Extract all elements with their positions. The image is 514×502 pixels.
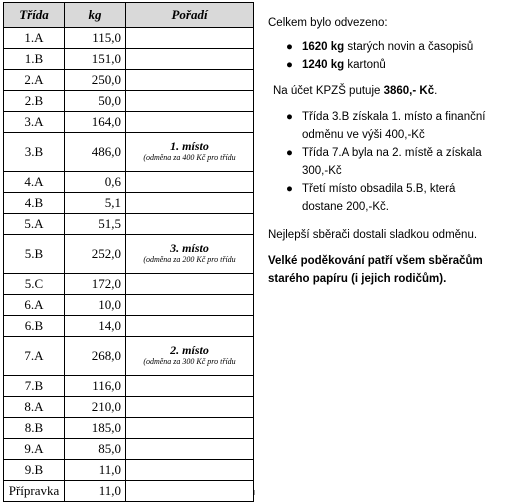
table-row xyxy=(4,193,254,214)
thanks-note: Velké poděkování patří všem sběračům starého papíru (i jejich rodičům). xyxy=(268,255,483,285)
class-cell: 9.A xyxy=(4,439,65,460)
rank-cell xyxy=(126,316,254,337)
table-body xyxy=(4,28,254,502)
class-cell: 6.A xyxy=(4,295,65,316)
list-item xyxy=(268,144,504,180)
kg-cell: 116,0 xyxy=(65,376,126,397)
account-suffix: . xyxy=(434,85,438,97)
table-row xyxy=(4,439,254,460)
cardboard-amount: 1240 kg xyxy=(302,59,345,71)
table-row xyxy=(4,274,254,295)
kg-cell: 85,0 xyxy=(65,439,126,460)
totals-list xyxy=(268,38,504,74)
place-label: 2. místo xyxy=(170,343,209,357)
page-divider xyxy=(254,490,255,495)
header-kg: kg xyxy=(65,3,126,28)
kg-cell: 172,0 xyxy=(65,274,126,295)
kg-cell: 11,0 xyxy=(65,460,126,481)
class-cell: 8.B xyxy=(4,418,65,439)
rank-cell xyxy=(126,49,254,70)
class-cell: 8.A xyxy=(4,397,65,418)
place-label: 3. místo xyxy=(170,241,209,255)
kg-cell: 486,0 xyxy=(65,133,126,172)
class-cell: 5.A xyxy=(4,214,65,235)
kg-cell: 10,0 xyxy=(65,295,126,316)
sweet-reward-note: Nejlepší sběrači dostali sladkou odměnu. xyxy=(268,229,478,241)
class-cell: 6.B xyxy=(4,316,65,337)
account-line xyxy=(268,82,504,100)
list-item xyxy=(268,56,504,74)
account-prefix: Na účet KPZŠ putuje xyxy=(273,85,384,97)
cardboard-label: kartonů xyxy=(344,59,386,71)
table-row xyxy=(4,172,254,193)
table-row xyxy=(4,235,254,274)
reward-label: (odměna za 200 Kč pro třídu xyxy=(143,255,236,264)
table-row xyxy=(4,376,254,397)
table-row xyxy=(4,295,254,316)
class-cell: 4.A xyxy=(4,172,65,193)
header-rank: Pořadí xyxy=(126,3,254,28)
result-first: Třída 3.B získala 1. místo a finanční odměnu ve výši 400,-Kč xyxy=(302,111,486,141)
class-cell: 1.A xyxy=(4,28,65,49)
reward-label: (odměna za 300 Kč pro třídu xyxy=(143,357,236,366)
rank-cell xyxy=(126,481,254,502)
kg-cell: 115,0 xyxy=(65,28,126,49)
rank-cell xyxy=(126,418,254,439)
kg-cell: 51,5 xyxy=(65,214,126,235)
table-row xyxy=(4,418,254,439)
reward-label: (odměna za 400 Kč pro třídu xyxy=(143,153,236,162)
table-row xyxy=(4,460,254,481)
rank-cell xyxy=(126,112,254,133)
results-list xyxy=(268,108,504,216)
kg-cell: 151,0 xyxy=(65,49,126,70)
kg-cell: 164,0 xyxy=(65,112,126,133)
table-row xyxy=(4,214,254,235)
bullet-icon: ● xyxy=(286,41,293,53)
rank-cell xyxy=(126,214,254,235)
rank-cell xyxy=(126,172,254,193)
place-label: 1. místo xyxy=(170,139,209,153)
account-amount: 3860,- Kč xyxy=(383,85,435,97)
table-row xyxy=(4,316,254,337)
kg-cell: 11,0 xyxy=(65,481,126,502)
table-header-row xyxy=(4,3,254,28)
class-cell: 2.A xyxy=(4,70,65,91)
kg-cell: 5,1 xyxy=(65,193,126,214)
kg-cell: 268,0 xyxy=(65,337,126,376)
list-item xyxy=(268,38,504,56)
list-item xyxy=(268,180,504,216)
rank-cell xyxy=(126,337,254,376)
bullet-icon: ● xyxy=(286,147,293,159)
class-cell: 3.B xyxy=(4,133,65,172)
result-third: Třetí místo obsadila 5.B, která dostane 200,-Kč. xyxy=(302,183,456,213)
rank-cell xyxy=(126,460,254,481)
class-cell: 5.C xyxy=(4,274,65,295)
rank-cell xyxy=(126,133,254,172)
table-row xyxy=(4,133,254,172)
rank-cell xyxy=(126,274,254,295)
newspaper-amount: 1620 kg xyxy=(302,41,345,53)
summary-panel xyxy=(268,14,504,288)
kg-cell: 250,0 xyxy=(65,70,126,91)
kg-cell: 50,0 xyxy=(65,91,126,112)
rank-cell xyxy=(126,235,254,274)
kg-cell: 14,0 xyxy=(65,316,126,337)
class-cell: 3.A xyxy=(4,112,65,133)
table-row xyxy=(4,397,254,418)
class-cell: 7.B xyxy=(4,376,65,397)
table-row xyxy=(4,112,254,133)
bullet-icon: ● xyxy=(286,111,293,123)
rank-cell xyxy=(126,295,254,316)
table-row xyxy=(4,49,254,70)
kg-cell: 185,0 xyxy=(65,418,126,439)
table-row xyxy=(4,337,254,376)
list-item xyxy=(268,108,504,144)
class-cell: Přípravka xyxy=(4,481,65,502)
kg-cell: 252,0 xyxy=(65,235,126,274)
rank-cell xyxy=(126,397,254,418)
table-row xyxy=(4,28,254,49)
class-cell: 2.B xyxy=(4,91,65,112)
class-cell: 5.B xyxy=(4,235,65,274)
class-cell: 4.B xyxy=(4,193,65,214)
table-row xyxy=(4,91,254,112)
bullet-icon: ● xyxy=(286,183,293,195)
rank-cell xyxy=(126,193,254,214)
results-table xyxy=(3,2,254,502)
newspaper-label: starých novin a časopisů xyxy=(344,41,474,53)
bullet-icon: ● xyxy=(286,59,293,71)
header-class: Třída xyxy=(4,3,65,28)
table-row xyxy=(4,481,254,502)
class-cell: 9.B xyxy=(4,460,65,481)
kg-cell: 210,0 xyxy=(65,397,126,418)
table-row xyxy=(4,70,254,91)
rank-cell xyxy=(126,376,254,397)
kg-cell: 0,6 xyxy=(65,172,126,193)
rank-cell xyxy=(126,91,254,112)
class-cell: 1.B xyxy=(4,49,65,70)
rank-cell xyxy=(126,28,254,49)
result-second: Třída 7.A byla na 2. místě a získala 300,-Kč xyxy=(302,147,482,177)
class-cell: 7.A xyxy=(4,337,65,376)
rank-cell xyxy=(126,70,254,91)
summary-intro: Celkem bylo odvezeno: xyxy=(268,17,388,29)
rank-cell xyxy=(126,439,254,460)
